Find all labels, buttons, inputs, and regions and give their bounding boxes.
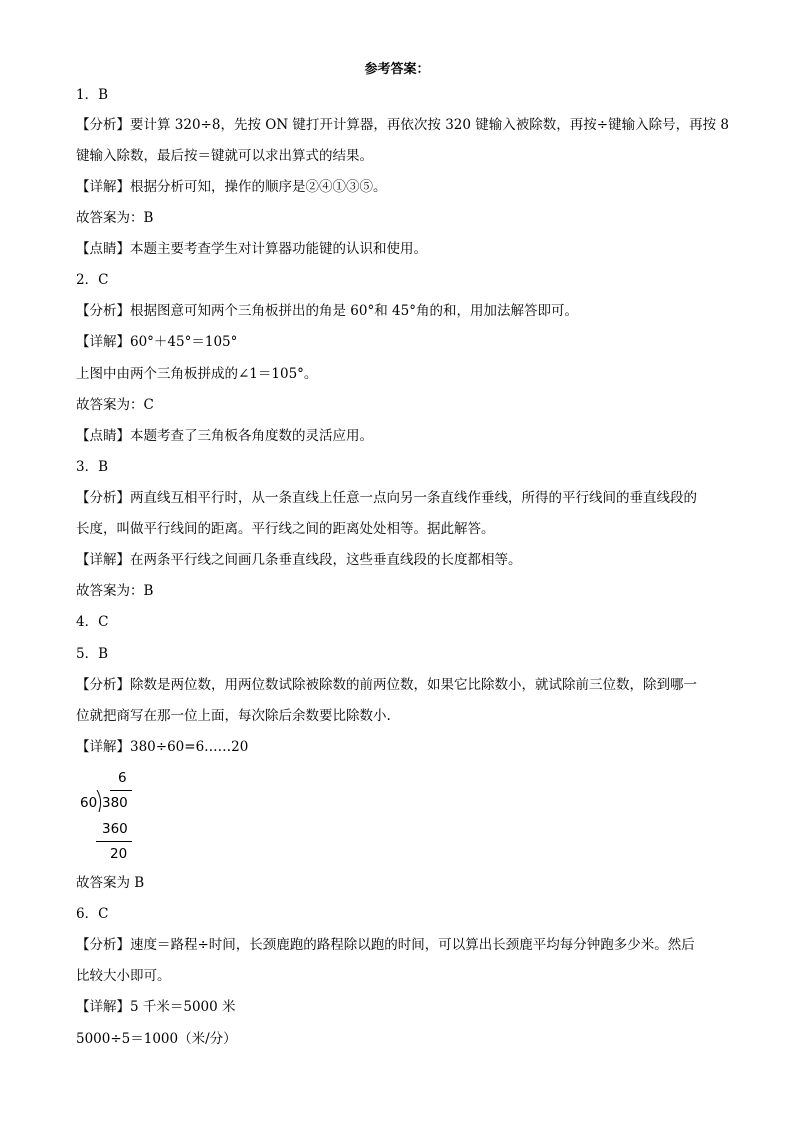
detail-text: 上图中由两个三角板拼成的∠1＝105°。 bbox=[76, 366, 318, 382]
answer-number-1: 1．B bbox=[76, 87, 109, 103]
division-remainder: 20 bbox=[110, 846, 128, 862]
analysis-text: 比较大小即可。 bbox=[76, 968, 171, 984]
comment-text: 【点睛】本题考查了三角板各角度数的灵活应用。 bbox=[76, 428, 373, 444]
analysis-text: 【分析】除数是两位数，用两位数试除被除数的前两位数，如果它比除数小，就试除前三位数，除到哪一 bbox=[76, 677, 697, 693]
analysis-text: 【分析】要计算 320÷8，先按 ON 键打开计算器，再依次按 320 键输入被除数，再按÷键输入除号，再按 8 bbox=[76, 117, 729, 133]
analysis-text: 【分析】两直线互相平行时，从一条直线上任意一点向另一条直线作垂线，所得的平行线间的垂直线段的 bbox=[76, 490, 697, 506]
analysis-text: 键输入除数，最后按＝键就可以求出算式的结果。 bbox=[76, 148, 373, 164]
answer-number-4: 4．C bbox=[76, 614, 109, 630]
analysis-text: 【分析】根据图意可知两个三角板拼出的角是 60°和 45°角的和，用加法解答即可。 bbox=[76, 303, 578, 319]
answer-text: 故答案为：B bbox=[76, 583, 154, 599]
answer-number-5: 5．B bbox=[76, 646, 109, 662]
comment-text: 【点睛】本题主要考查学生对计算器功能键的认识和使用。 bbox=[76, 241, 427, 257]
detail-text: 【详解】在两条平行线之间画几条垂直线段，这些垂直线段的长度都相等。 bbox=[76, 552, 522, 568]
analysis-text: 位就把商写在那一位上面，每次除后余数要比除数小. bbox=[76, 708, 391, 724]
division-rule bbox=[96, 841, 132, 842]
answer-number-2: 2．C bbox=[76, 272, 109, 288]
answer-number-6: 6．C bbox=[76, 906, 109, 922]
page-title: 参考答案： bbox=[364, 62, 430, 77]
analysis-text: 【分析】速度＝路程÷时间，长颈鹿跑的路程除以跑的时间，可以算出长颈鹿平均每分钟跑多少米。然后 bbox=[76, 937, 695, 953]
answer-text: 故答案为 B bbox=[76, 875, 145, 891]
detail-text: 5000÷5＝1000（米/分） bbox=[76, 1031, 237, 1047]
long-division bbox=[80, 768, 140, 868]
analysis-text: 长度，叫做平行线间的距离。平行线之间的距离处处相等。据此解答。 bbox=[76, 521, 495, 537]
division-product: 360 bbox=[102, 821, 128, 837]
detail-text: 【详解】60°＋45°＝105° bbox=[76, 334, 238, 350]
division-bar bbox=[110, 790, 132, 791]
division-dividend: 380 bbox=[102, 795, 128, 811]
answer-text: 故答案为：B bbox=[76, 210, 154, 226]
detail-text: 【详解】根据分析可知，操作的顺序是②④①③⑤。 bbox=[76, 179, 387, 195]
division-divisor: 60 bbox=[80, 795, 98, 811]
answer-number-3: 3．B bbox=[76, 459, 109, 475]
detail-text: 【详解】5 千米＝5000 米 bbox=[76, 999, 236, 1015]
division-quotient: 6 bbox=[118, 770, 127, 786]
detail-text: 【详解】380÷60=6……20 bbox=[76, 739, 249, 755]
answer-text: 故答案为：C bbox=[76, 397, 154, 413]
